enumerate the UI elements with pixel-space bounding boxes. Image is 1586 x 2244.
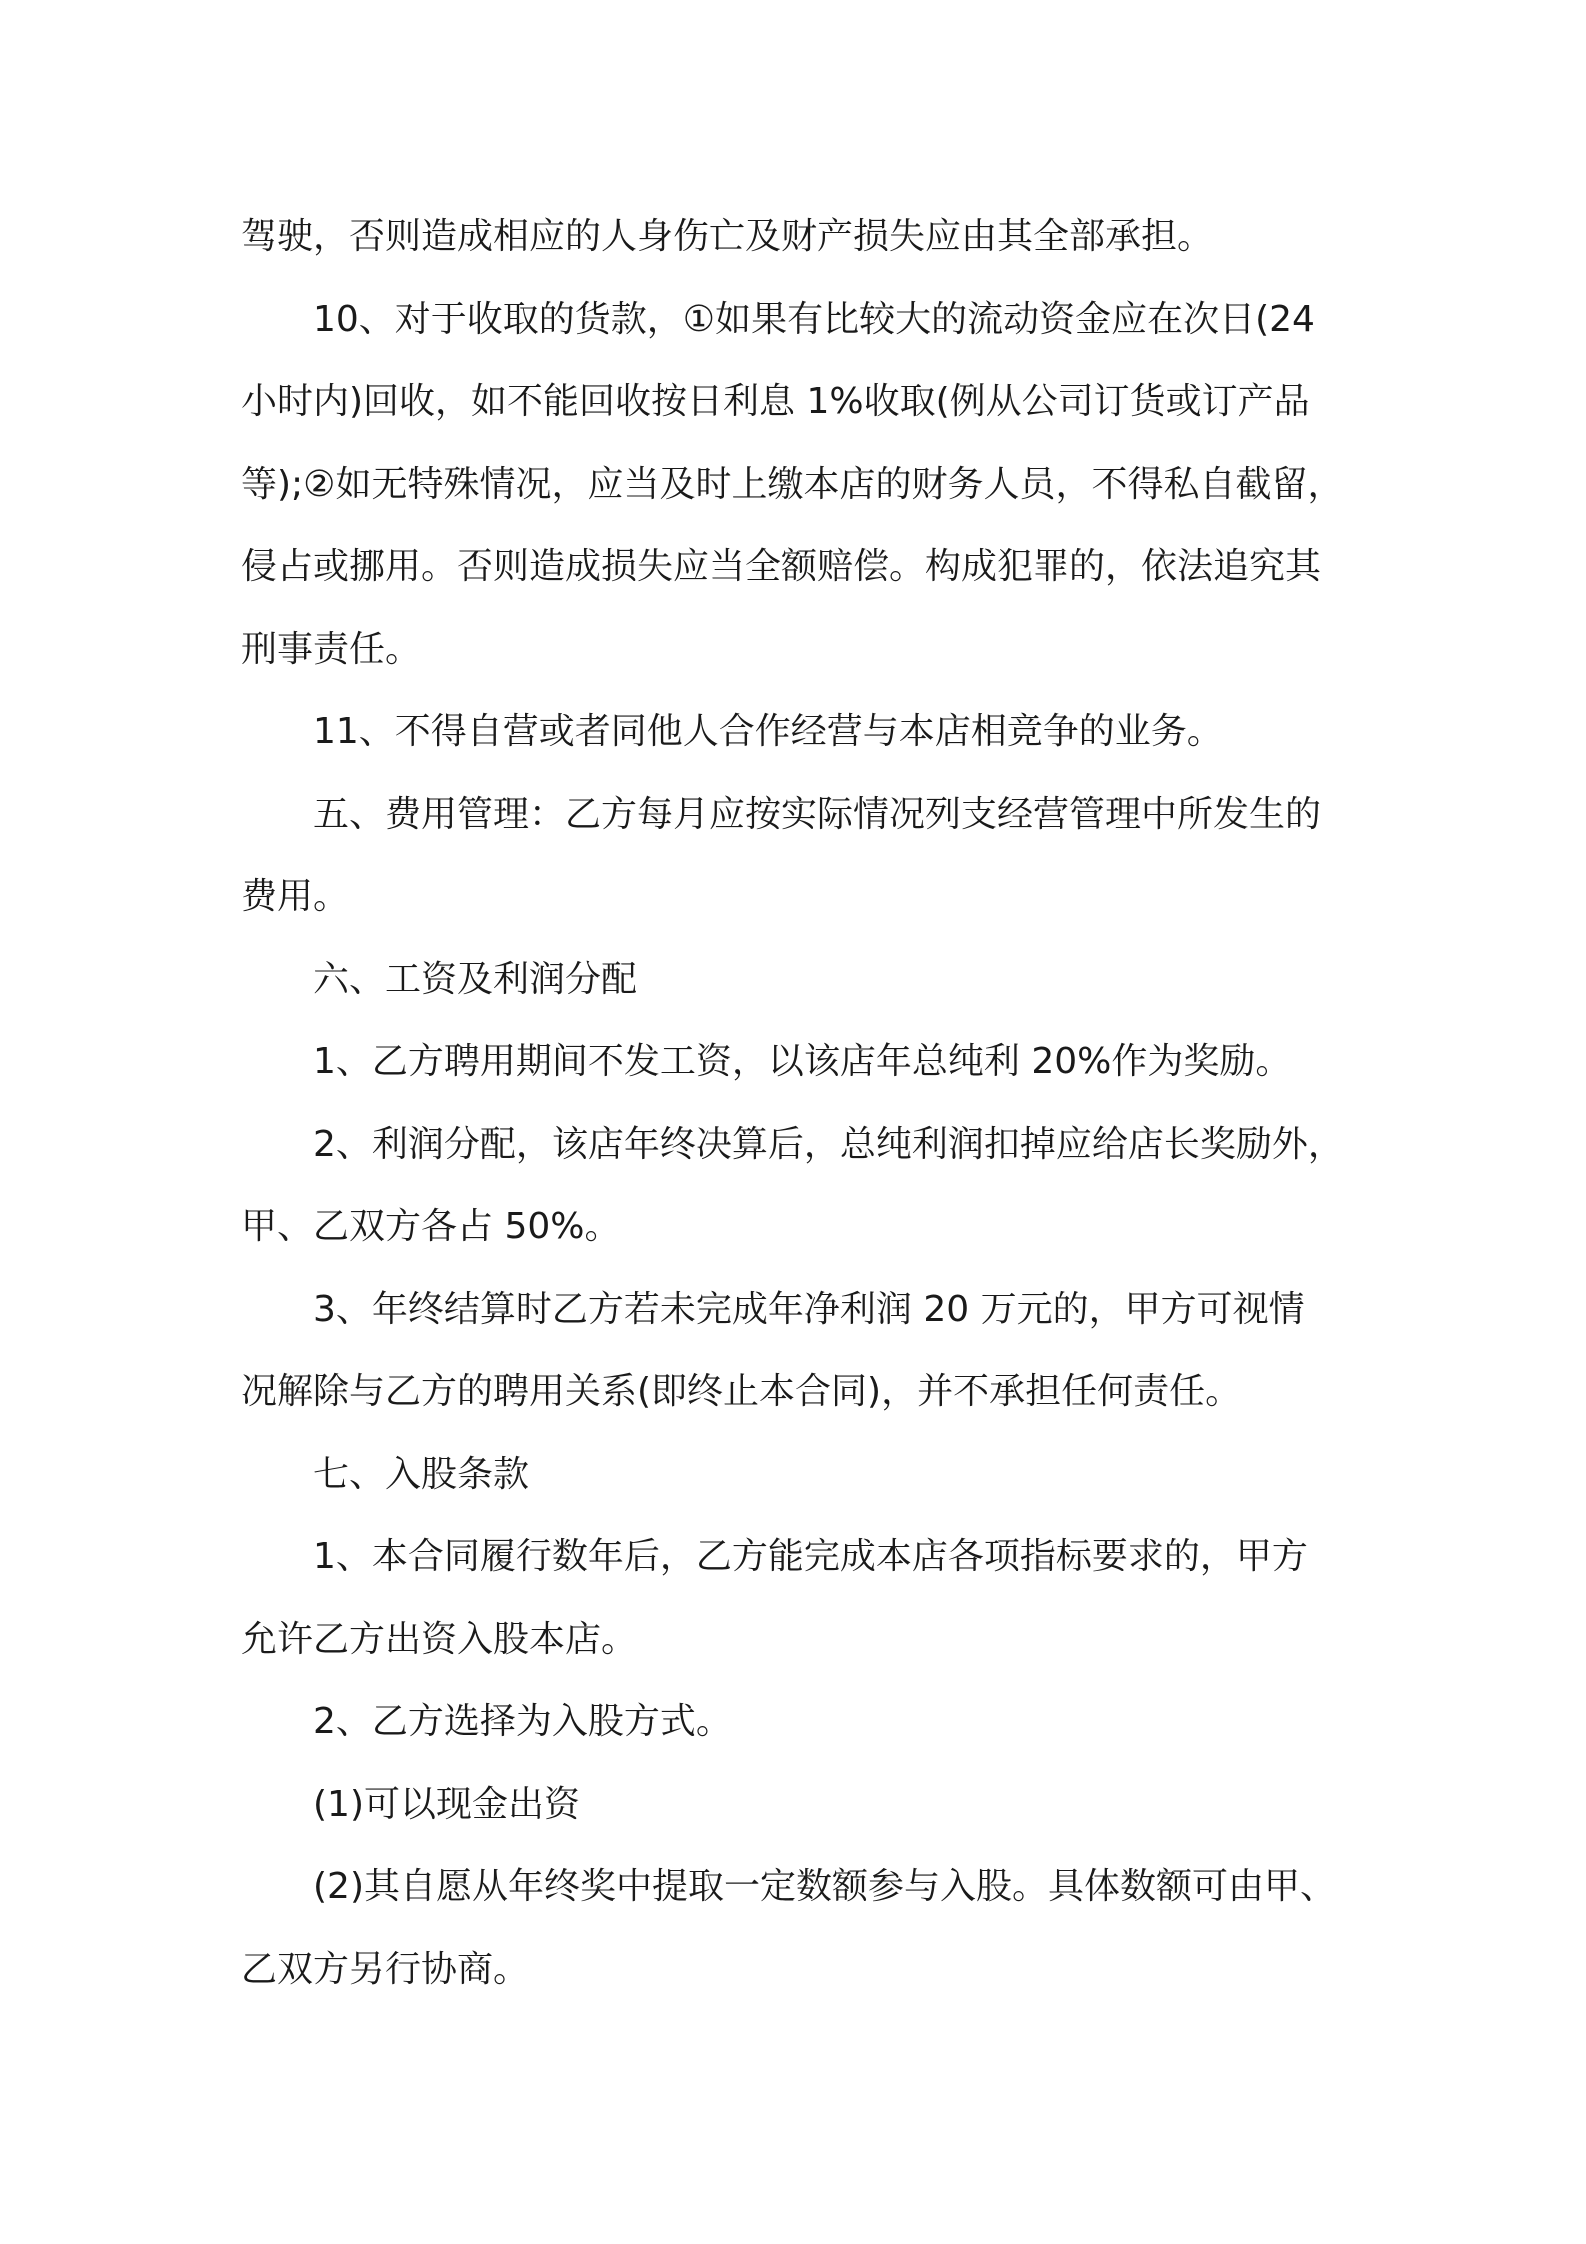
text-line: 况解除与乙方的聘用关系(即终止本合同)，并不承担任何责任。 [241,1371,1242,1412]
text-line: (1)可以现金出资 [313,1783,580,1825]
text-line: 2、乙方选择为入股方式。 [313,1701,732,1742]
text-line: 允许乙方出资入股本店。 [241,1618,638,1660]
text-line: 甲、乙双方各占 50%。 [241,1206,621,1247]
text-line: 乙双方另行协商。 [241,1948,530,1990]
text-line: 10、对于收取的货款，①如果有比较大的流动资金应在次日(24 [313,298,1315,340]
text-line: 六、工资及利润分配 [313,958,638,1000]
document-body [241,196,1353,2011]
text-line: (2)其自愿从年终奖中提取一定数额参与入股。具体数额可由甲、 [313,1866,1336,1907]
text-line: 小时内)回收，如不能回收按日利息 1%收取(例从公司订货或订产品 [241,381,1310,422]
text-line: 驾驶，否则造成相应的人身伤亡及财产损失应由其全部承担。 [241,216,1214,257]
text-line: 刑事责任。 [241,628,422,670]
text-line: 侵占或挪用。否则造成损失应当全额赔偿。构成犯罪的，依法追究其 [241,546,1322,587]
text-line: 1、乙方聘用期间不发工资，以该店年总纯利 20%作为奖励。 [313,1041,1292,1082]
text-line: 等);②如无特殊情况，应当及时上缴本店的财务人员，不得私自截留， [241,463,1344,505]
text-line: 费用。 [241,876,350,917]
text-line: 11、不得自营或者同他人合作经营与本店相竞争的业务。 [313,711,1223,752]
text-line: 1、本合同履行数年后，乙方能完成本店各项指标要求的，甲方 [313,1536,1308,1577]
text-line: 3、年终结算时乙方若未完成年净利润 20 万元的，甲方可视情 [313,1288,1305,1330]
text-line: 五、费用管理：乙方每月应按实际情况列支经营管理中所发生的 [313,793,1322,835]
text-line: 七、入股条款 [313,1453,530,1495]
text-line: 2、利润分配，该店年终决算后，总纯利润扣掉应给店长奖励外， [313,1123,1344,1165]
